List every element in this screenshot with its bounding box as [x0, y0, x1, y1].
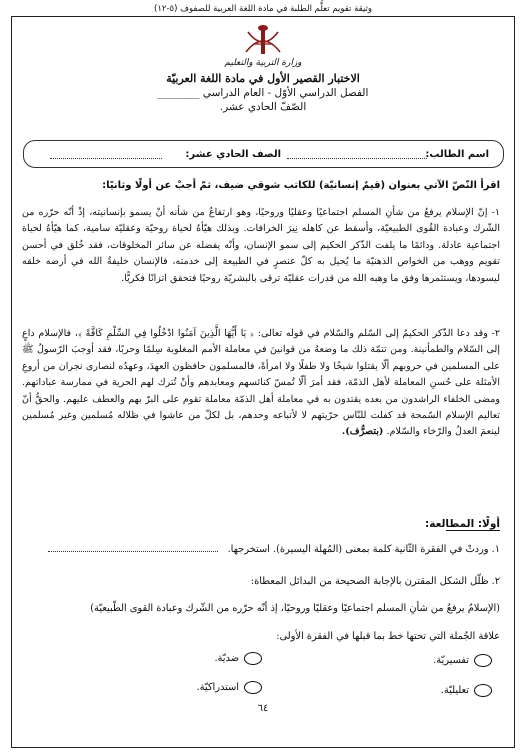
answer-oval-icon[interactable]: [474, 684, 492, 697]
section-underline: [446, 530, 500, 531]
semester-line: الفصل الدراسي الأوّل - العام الدراسي ________: [157, 87, 369, 99]
option-explanatory[interactable]: [433, 654, 492, 667]
page-number: ٦٤: [257, 703, 269, 714]
student-info-box: [23, 140, 504, 168]
document-header-title: وثيقة تقويم تعلُّم الطلبة في مادة اللغة العربية للصفوف (٥-١٢): [154, 4, 372, 14]
question-1-text: ١. وردتْ في الفقرة الثّانية كلمة بمعنى (المُهلة اليسيرة). استخرجها.: [227, 544, 500, 555]
exam-title: الاختبار القصير الأول في مادة اللغة العربيّة: [166, 72, 360, 85]
student-name-field[interactable]: [287, 157, 427, 159]
passage-paragraph-2: [22, 326, 500, 441]
exam-title-block: [150, 72, 376, 114]
option-label: تعليليّة.: [440, 685, 469, 696]
question-1-answer-field[interactable]: [48, 543, 218, 552]
grade-line: الصّفّ الحادي عشر.: [219, 101, 307, 113]
grade-label: الصف الحادي عشر:: [185, 148, 281, 160]
question-2-quote: (الإسلامُ يرفعُ من شأنِ المسلم اجتماعيًا وعقليًا وروحيًا، إذ أنّه حرّره من الشّرك وعبادة القوى الطّبيعيّة): [90, 603, 500, 614]
question-2-prompt: علاقة الجُملة التي تحتها خط بما قبلها في الفقرة الأولى:: [276, 631, 500, 642]
question-1: [22, 542, 500, 558]
option-label: تفسيريّة.: [433, 655, 469, 666]
adaptation-note: (بتصرُّف).: [341, 426, 384, 438]
question-2: ٢. ظلّل الشكل المقترن بالإجابة الصحيحة من البدائل المعطاة:: [250, 576, 500, 587]
option-label: ضديّة.: [214, 653, 239, 664]
national-emblem-icon: [238, 22, 288, 60]
option-label: استدراكيّة.: [196, 682, 239, 693]
grade-field[interactable]: [50, 157, 162, 159]
answer-oval-icon[interactable]: [244, 652, 262, 665]
option-corrective[interactable]: [197, 681, 262, 694]
section-title: أولًا: المطالعة:: [425, 518, 500, 530]
passage-paragraph-1: ١- إنّ الإسلام يرفعُ من شأنِ المسلم اجتماعيًا وعقليًا وروحيًا، وهو ارتفاعٌ من شأنه أنْ يسمو بإنسانيته، إذْ أنّه حرّره من الشّرك وعبادة القُوى الطبيعيّة، وأسقط عن كاهله نِيرَ الخرافات. وبذلك هيّأهُ لحياة روحيّة وعقليّة سامية، كما هيّأهُ لحياة اجتماعية عادلة. ودائمًا ما يلفت الذّكر الحكيم إلى سمو الإنسان، وأنّه يفضله عن سائر المخلوقات، فقد خُلق في أحسن تقويم ووهب من الخواص الذهنيّة ما يُحيل به كلّ عنصرٍ في الطبيعة إلى خدمته، فالإنسان خليفةُ الله في أرضه خلقه ليسودها، ويستثمرها وفق ما وهبه الله من قدرات عقليّة ترقى بالبشريّة روحيًا فتحقق اتزانًا فكريًّا.: [22, 207, 500, 284]
passage-paragraph-2-text: ٢- وقد دعا الذّكر الحكيمُ إلى السّلم والسّلام في قوله تعالى: ﴿ يَا أَيُّهَا الَّذِينَ آمَنُوا ادْخُلُوا فِي السِّلْمِ كَافَّةً ﴾، فالإسلام داعٍ إلى السّلام والطمأنينة. ومن تتمّة ذلك ما وضعهُ من قوانينَ في معاملة الأمم المغلوبة سِلمًا وحربًا، فقد أوجبَ الرّسولُ ﷺ على المسلمين في حروبهم ألّا يقتلوا شيخًا ولا طفلًا ولا امرأةً، فالمسلمون حافظون العهدَ، وعهدُه لنصارى نجران من أروعِ الأمثلة على حُسنِ المعاملة لأهل الذمّة، فقد أمرَ ألّا تُمسّ كنائسهم ومعابدهم وأنْ تُترك لهم الحرية في ممارسة عباداتهم. ومضى الخلفاء الراشدون من بعده يقتدون به في معاملة أهل الذمّة معاملة تقوم على البرّ بهم والعطف عليهم. والحقُّ أنّ تعاليم الإسلام السّمحة قد كفلت للنّاس حرّيتهم لا لأتباعه وحدهم، بل لكلّ من عاشوا في ظلاله مُسلمين وغير مُسلمين لينعمَ العدلُ والرّخاء والسّلام.: [22, 328, 500, 438]
student-name-label: اسم الطالب:: [425, 148, 489, 160]
reading-instruction: اقرأ النّصّ الآتي بعنوان (قيمٌ إنسانيّة) للكاتب شوقي ضيف، ثمّ أجبْ عن أولًا وثانيًا:: [102, 180, 500, 191]
answer-oval-icon[interactable]: [474, 654, 492, 667]
ministry-name: وزارة التربية والتعليم: [224, 58, 302, 68]
option-contrast[interactable]: [214, 652, 262, 665]
answer-oval-icon[interactable]: [244, 681, 262, 694]
option-causal[interactable]: [441, 684, 492, 697]
